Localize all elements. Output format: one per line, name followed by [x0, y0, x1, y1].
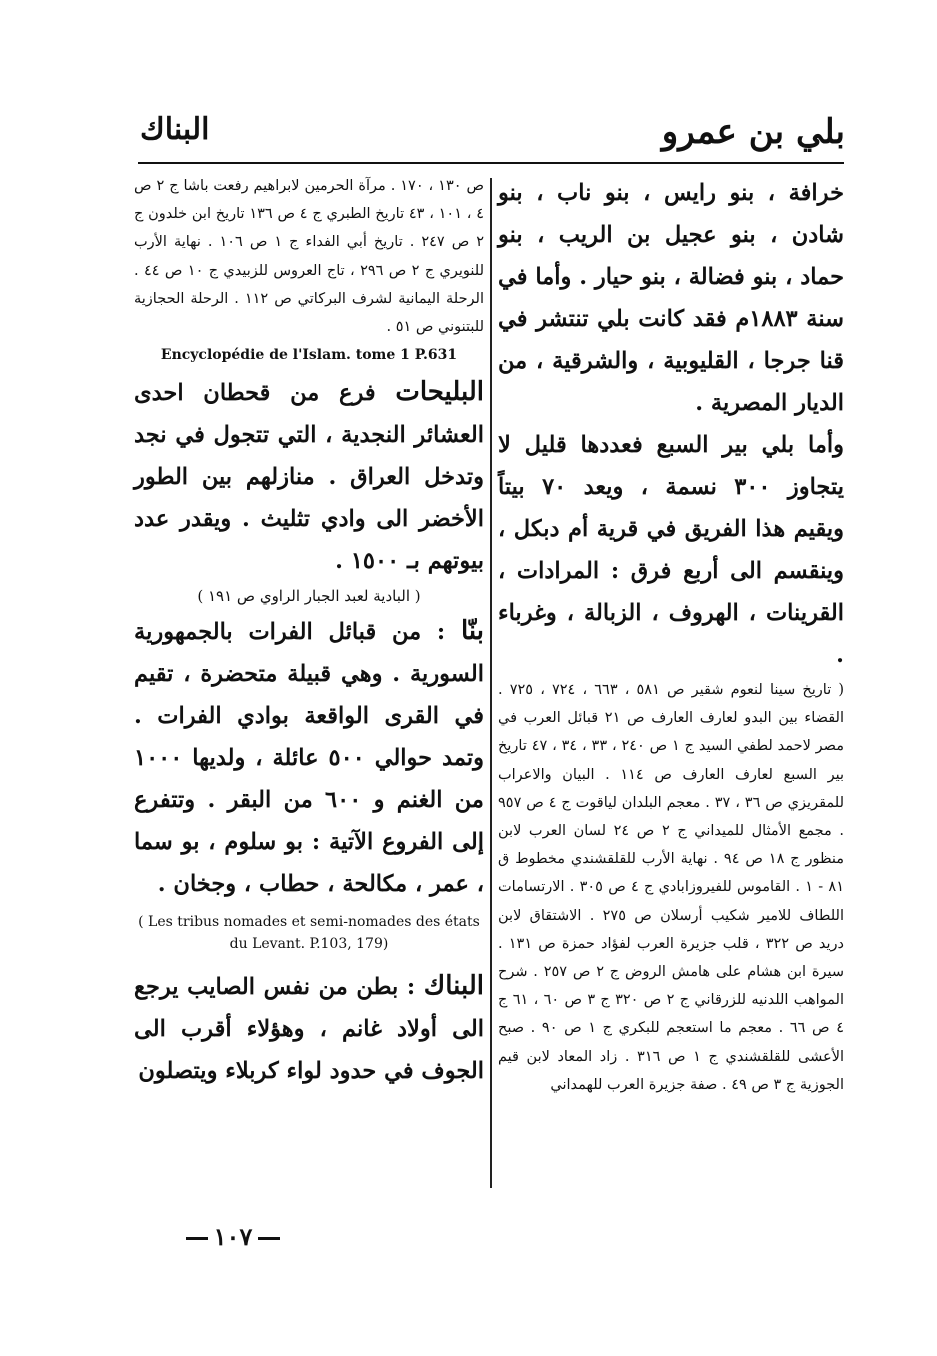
entry-bulayhat: [134, 371, 484, 582]
encyclopedia-reference: Encyclopédie de l'Islam. tome 1 P.631: [160, 347, 458, 364]
running-head-left: البناك: [140, 112, 210, 147]
entry-banna-text: : من قبائل الفرات بالجمهورية السورية . وهي قبيلة متحضرة ، تقيم في القرى الواقعة بوادي الفرات . وتمد حوالي ٥٠٠ عائلة ، ولديها ١٠٠٠ من الغنم و ٦٠٠ من البقر . وتتفرع إلى الفروع الآتية : بو سلوم ، بو سما ، عمر ، مكالحة ، حطاب ، وجخان .: [134, 619, 484, 898]
page-number-dash-left: [258, 1237, 280, 1240]
entry-bulayhat-title: البليحات: [395, 377, 484, 408]
entry-bulayhat-ref: ( البادية لعبد الجبار الراوي ص ١٩١ ): [197, 587, 421, 606]
right-paragraph-2: وأما بلي بير السبع فعددها قليل لا يتجاوز ٣٠٠ نسمة ، ويعد ٧٠ بيتاً ويقيم هذا الفريق في قرية أم دبكل ، وينقسم الى أربع فرق : المرادات ، القرينات ، الهروف ، الزبالة ، وغرباء .: [498, 432, 845, 668]
right-column: [498, 172, 844, 1099]
entry-bannak: [134, 965, 484, 1092]
header-rule: [138, 162, 844, 164]
running-head-right: بلي بن عمرو: [661, 112, 845, 152]
entry-bulayhat-text: فرع من قحطان احدى العشائر النجدية ، التي تتجول في نجد وتدخل العراق . منازلهم بين الطور الأخضر الى وادي تثليث . ويقدر عدد بيوتهم بـ ١٥٠٠ .: [134, 380, 484, 575]
entry-bannak-title: البناك: [423, 971, 484, 1002]
page-number-text: ١٠٧: [213, 1222, 253, 1251]
left-references-top: ص ١٣٠ ، ١٧٠ . مرآة الحرمين لابراهيم رفعت باشا ج ٢ ص ٤ ، ١٠١ ، ٤٣ تاريخ الطبري ج ٤ ص ١٣٦ تاريخ ابن خلدون ج ٢ ص ٢٤٧ . تاريخ أبي الفداء ج ١ ص ١٠٦ . نهاية الأرب للنويري ج ٢ ص ٢٩٦ ، تاج العروس للزبيدي ج ١٠ ص ٤٤ . الرحلة اليمانية لشرف البركاتي ص ١١٢ . الرحلة الحجازية للبتنوني ص ٥١ .: [134, 178, 485, 336]
left-column: [134, 172, 484, 1092]
entry-banna-title: بنّا: [460, 616, 484, 647]
column-divider: [490, 178, 492, 1188]
right-references: ( تاريخ سينا لنعوم شقير ص ٥٨١ ، ٦٦٣ ، ٧٢٤ ، ٧٢٥ . القضاء بين البدو لعارف العارف ص ٢١ قبائل العرب في مصر لاحمد لطفي السيد ج ١ ص ٢٤٠ ، ٣٣ ، ٣٤ ، ٤٧ تاريخ بير السبع لعارف العارف ص ١١٤ . البيان والاعراب للمقريزي ص ٣٦ ، ٣٧ . معجم البلدان لياقوت ج ٤ ص ٩٥٧ . مجمع الأمثال للميداني ج ٢ ص ٢٤ لسان العرب لابن منظور ج ١٨ ص ٩٤ . نهاية الأرب للقلقشندي مخطوط ق ٨١ - ١ . القاموس للفيروزابادي ج ٤ ص ٣٠٥ . الارتسامات اللطاف للامير شكيب أرسلان ص ٢٧٥ . الاشتقاق لابن دريد ص ٣٢٢ ، قلب جزيرة العرب لفؤاد حمزة ص ١٣١ . سيرة ابن هشام على هامش الروض ج ٢ ص ٢٥٧ . شرح المواهب اللدنيه للزرقاني ج ٢ ص ٣٢٠ ج ٣ ص ٦٠ ، ٦١ ج ٤ ص ٦٦ . معجم ما استعجم للبكري ج ١ ص ٩٠ . صبح الأعشى للقلقشندي ج ١ ص ٣١٦ . زاد المعاد لابن قيم الجوزية ج ٣ ص ٤٩ . صفة جزيرة العرب للهمداني: [498, 682, 845, 1093]
entry-banna-ref: ( Les tribus nomades et semi-nomades des états du Levant. P.103, 179): [138, 914, 480, 953]
page-number: [178, 1222, 288, 1251]
entry-banna: [134, 610, 484, 905]
entry-bannak-text: : بطن من نفس الصايب يرجع الى أولاد غانم ، وهؤلاء أقرب الى الجوف في حدود لواء كربلاء ويتصلون: [134, 974, 484, 1085]
right-paragraph-1: خرافة ، بنو رايس ، بنو ناب ، بنو شادن ، بنو عجيل بن الريب ، بنو حماد ، بنو فضالة ، بنو حيار . وأما في سنة ١٨٨٣م فقد كانت بلي تنتشر في قنا جرجا ، القليوبية ، والشرقية ، من الديار المصرية .: [498, 180, 844, 416]
page-number-dash-right: [186, 1237, 208, 1240]
